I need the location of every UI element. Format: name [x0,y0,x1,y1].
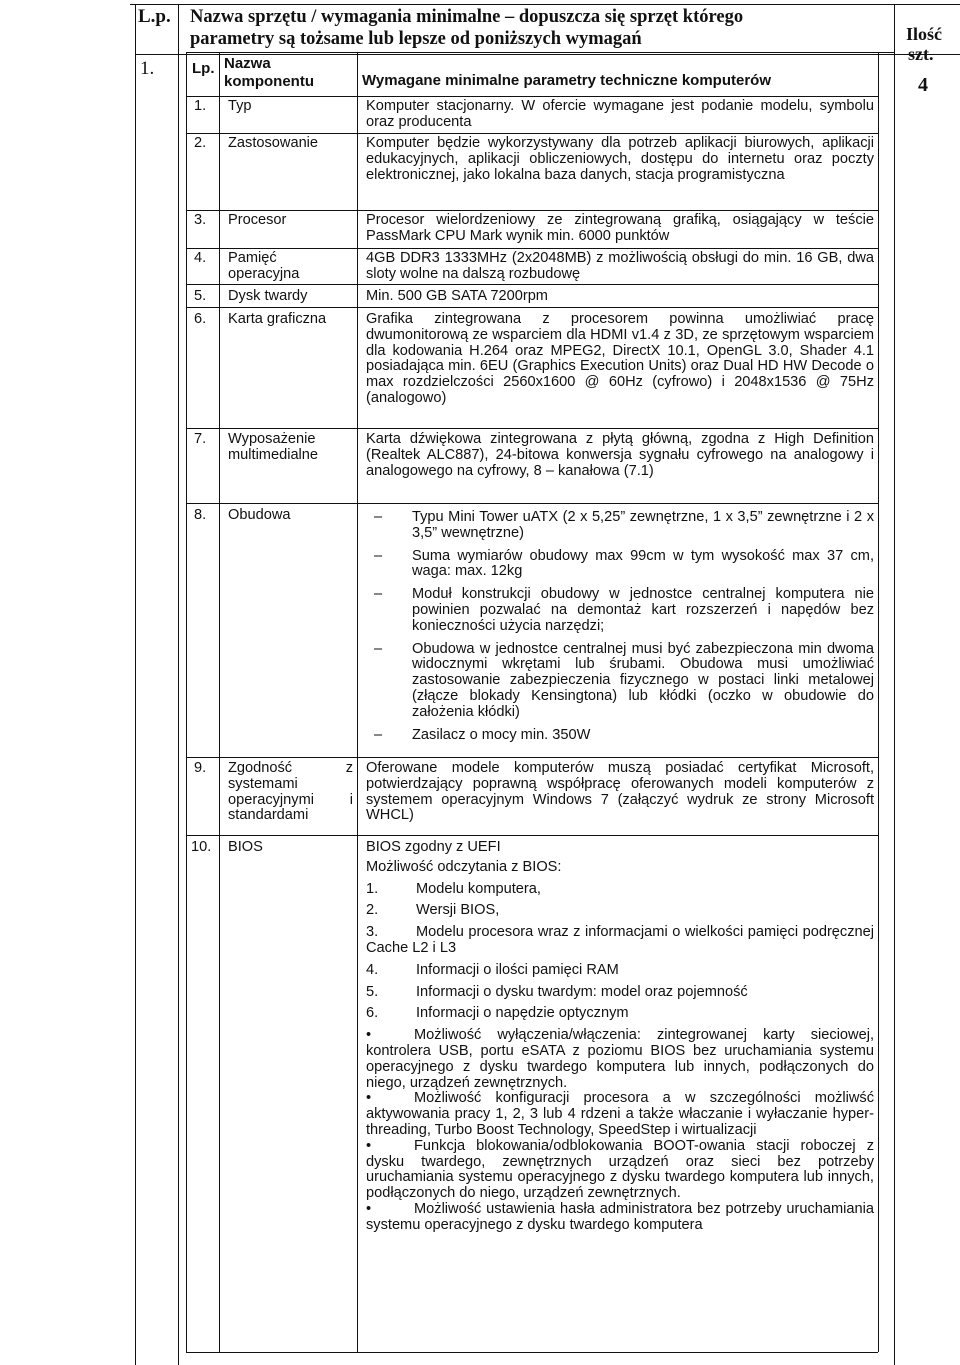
row-1-text: Komputer stacjonarny. W ofercie wymagane jest podanie modelu, symbolu oraz producenta [366,98,874,130]
row-3-name: Procesor [228,212,287,228]
bios-content [366,840,874,1234]
bios-bullet: • Możliwość wyłączenia/włączenia: zintegrowanej karty sieciowej, kontrolera USB, portu eSATA z poziomu BIOS bez uruchamiania systemu operacyjnego z dysku twardego komputera lub innych, podłączonych do niego, urządzeń zewnętrznych. [366,1027,874,1091]
obudowa-items [362,510,874,743]
row-1-number: 1. [194,98,207,114]
bios-numbered-list [366,882,874,1023]
inner-right-border [878,52,879,1352]
list-item: 1. Modelu komputera, [366,880,541,897]
row-10-name: BIOS [228,839,263,855]
row-4-text: 4GB DDR3 1333MHz (2x2048MB) z możliwością obsługi do min. 16 GB, dwa sloty wolne na dalszą rozbudowę [366,250,874,282]
row-divider-9 [186,835,878,836]
outer-title: Nazwa sprzętu / wymagania minimalne – dopuszcza się sprzęt którego parametry są tożsame lub lepsze od poniższych wymagań [190,7,744,49]
inner-header-bottom [186,96,878,97]
list-item: – Zasilacz o mocy min. 350W [362,728,874,744]
row-5-text: Min. 500 GB SATA 7200rpm [366,288,548,304]
row-6-number: 6. [194,311,207,327]
obudowa-list [362,510,874,750]
row-3-number: 3. [194,212,207,228]
outer-left-border [135,4,136,1365]
row-2-number: 2. [194,135,207,151]
row-5-number: 5. [194,288,207,304]
outer-col-divider-2 [894,4,895,1365]
list-item: 6. Informacji o napędzie optycznym [366,1005,629,1022]
row-number: 1. [140,58,155,79]
row-2-text: Komputer będzie wykorzystywany dla potrzeb aplikacji biurowych, aplikacji edukacyjnych, aplikacji obliczeniowych, dostępu do internetu oraz poczty elektronicznej, jako lokalna baza danych, stacja programistyczna [366,135,874,183]
inner-name-header: Nazwa komponentu [224,55,314,90]
row-divider-1 [186,133,878,134]
bios-bullet: • Możliwość ustawienia hasła administratora bez potrzeby uruchamiania systemu operacyjnego z dysku twardego komputera [366,1200,874,1233]
row-8-number: 8. [194,507,207,523]
inner-bottom-border [186,1352,878,1353]
row-6-name: Karta graficzna [228,311,327,327]
inner-requirements-header: Wymagane minimalne parametry techniczne komputerów [362,72,772,89]
row-divider-6 [186,428,878,429]
row-divider-5 [186,307,878,308]
row-7-number: 7. [194,431,207,447]
row-divider-4 [186,284,878,285]
bios-uefi-line: BIOS zgodny z UEFI [366,839,501,855]
row-5-name: Dysk twardy [228,288,308,304]
inner-left-border [186,52,187,1352]
bullet-icon: • [366,1137,372,1154]
bullet-icon: • [366,1200,372,1217]
list-item: – Suma wymiarów obudowy max 99cm w tym wysokość max 37 cm, waga: max. 12kg [362,549,874,581]
bios-bullet: • Możliwość konfiguracji procesora a w szczególności możliwść aktywowania pracy 1, 2, 3 lub 4 rdzeni a także właczanie i wyłaczanie hyper-threading, Turbo Boost Technology, SpeedStep i wirtualizacji [366,1090,874,1138]
row-divider-8 [186,757,878,758]
list-item: 5. Informacji o dysku twardym: model oraz pojemność [366,983,748,1000]
row-1-name: Typ [228,98,252,114]
list-item: 3. Modelu procesora wraz z informacjami o wielkości pamięci podręcznej Cache L2 i L3 [366,924,874,956]
inner-lp-header: Lp. [192,60,215,77]
inner-top-border [186,52,894,53]
row-quantity: 4 [918,74,928,96]
row-2-name: Zastosowanie [228,135,319,151]
list-item: – Obudowa w jednostce centralnej musi być zabezpieczona min dwoma widocznymi wkrętami lub śrubami. Obudowa musi umożliwiać zastosowanie zabezpieczenia fizycznego w postaci linki metalowej (złącze blokady Kensingtona) lub kłódki (oczko w obudowie do założenia kłódki) [362,642,874,721]
inner-col-divider-2 [357,52,358,1352]
row-4-number: 4. [194,250,207,266]
row-9-text: Oferowane modele komputerów muszą posiadać certyfikat Microsoft, potwierdzający poprawną współpracę oferowanych modeli komputerów z systemem operacyjnym Windows 7 (załączyć wydruk ze strony Microsoft WHCL) [366,760,874,824]
bullet-icon: • [366,1090,372,1107]
quantity-label: Ilość [906,24,942,44]
inner-col-divider-1 [219,52,220,1352]
row-8-name: Obudowa [228,507,291,523]
row-7-text: Karta dźwiękowa zintegrowana z płytą główną, zgodna z High Definition (Realtek ALC887), 24-bitowa konwersja sygnału cyfrowego na analogowy i analogowego na cyfrowy, 8 – kanałowa (7.1) [366,431,874,479]
row-3-text: Procesor wielordzeniowy ze zintegrowaną grafiką, osiągający w teście PassMark CPU Mark wynik min. 6000 punktów [366,212,874,244]
row-10-number: 10. [191,839,212,855]
outer-lp-header: L.p. [138,6,171,27]
quantity-unit-label: szt. [908,44,934,64]
row-4-name: Pamięć operacyjna [228,250,300,282]
list-item: – Typu Mini Tower uATX (2 x 5,25” zewnętrzne, 1 x 3,5” zewnętrzne i 2 x 3,5” wewnętrzne) [362,510,874,542]
bios-read-heading: Możliwość odczytania z BIOS: [366,858,562,875]
bullet-icon: • [366,1027,372,1044]
row-divider-2 [186,210,878,211]
row-6-text: Grafika zintegrowana z procesorem powinna umożliwiać pracę dwumonitorową ze wsparciem dla HDMI v1.4 z 3D, ze sprzętowym wsparciem dla kodowania H.264 oraz MPEG2, DirectX 10.1, OpenGL 3.0, Shader 4.1 posiadająca min. 6EU (Graphics Execution Units) oraz Dual HD HW Decode o max rozdzielczości 2560x1600 @ 60Hz (cyfrowo) i 2048x1536 @ 75Hz (analogowo) [366,311,874,406]
list-item: – Moduł konstrukcji obudowy w jednostce centralnej komputera nie powinien pozwalać na demontaż kart rozszerzeń i napędów bez konieczności użycia narzędzi; [362,587,874,634]
outer-top-border [130,4,960,5]
bios-bullet: • Funkcja blokowania/odblokowania BOOT-owania stacji roboczej z dysku twardego, zewnętrznych urządzeń oraz sieci bez potrzeby uruchamiania systemu operacyjnego z dysku twardego komputera lub innych, podłączonych do niego, urządzeń zewnętrznych. [366,1137,874,1202]
row-7-name: Wyposażenie multimedialne [228,431,319,463]
list-item: 2. Wersji BIOS, [366,902,500,919]
outer-col-divider-1 [178,4,179,1365]
row-divider-3 [186,248,878,249]
list-item: 4. Informacji o ilości pamięci RAM [366,961,619,978]
row-9-name: Zgodność z systemami operacyjnymi i standardami [228,760,353,824]
row-divider-7 [186,503,878,504]
row-9-number: 9. [194,760,207,776]
